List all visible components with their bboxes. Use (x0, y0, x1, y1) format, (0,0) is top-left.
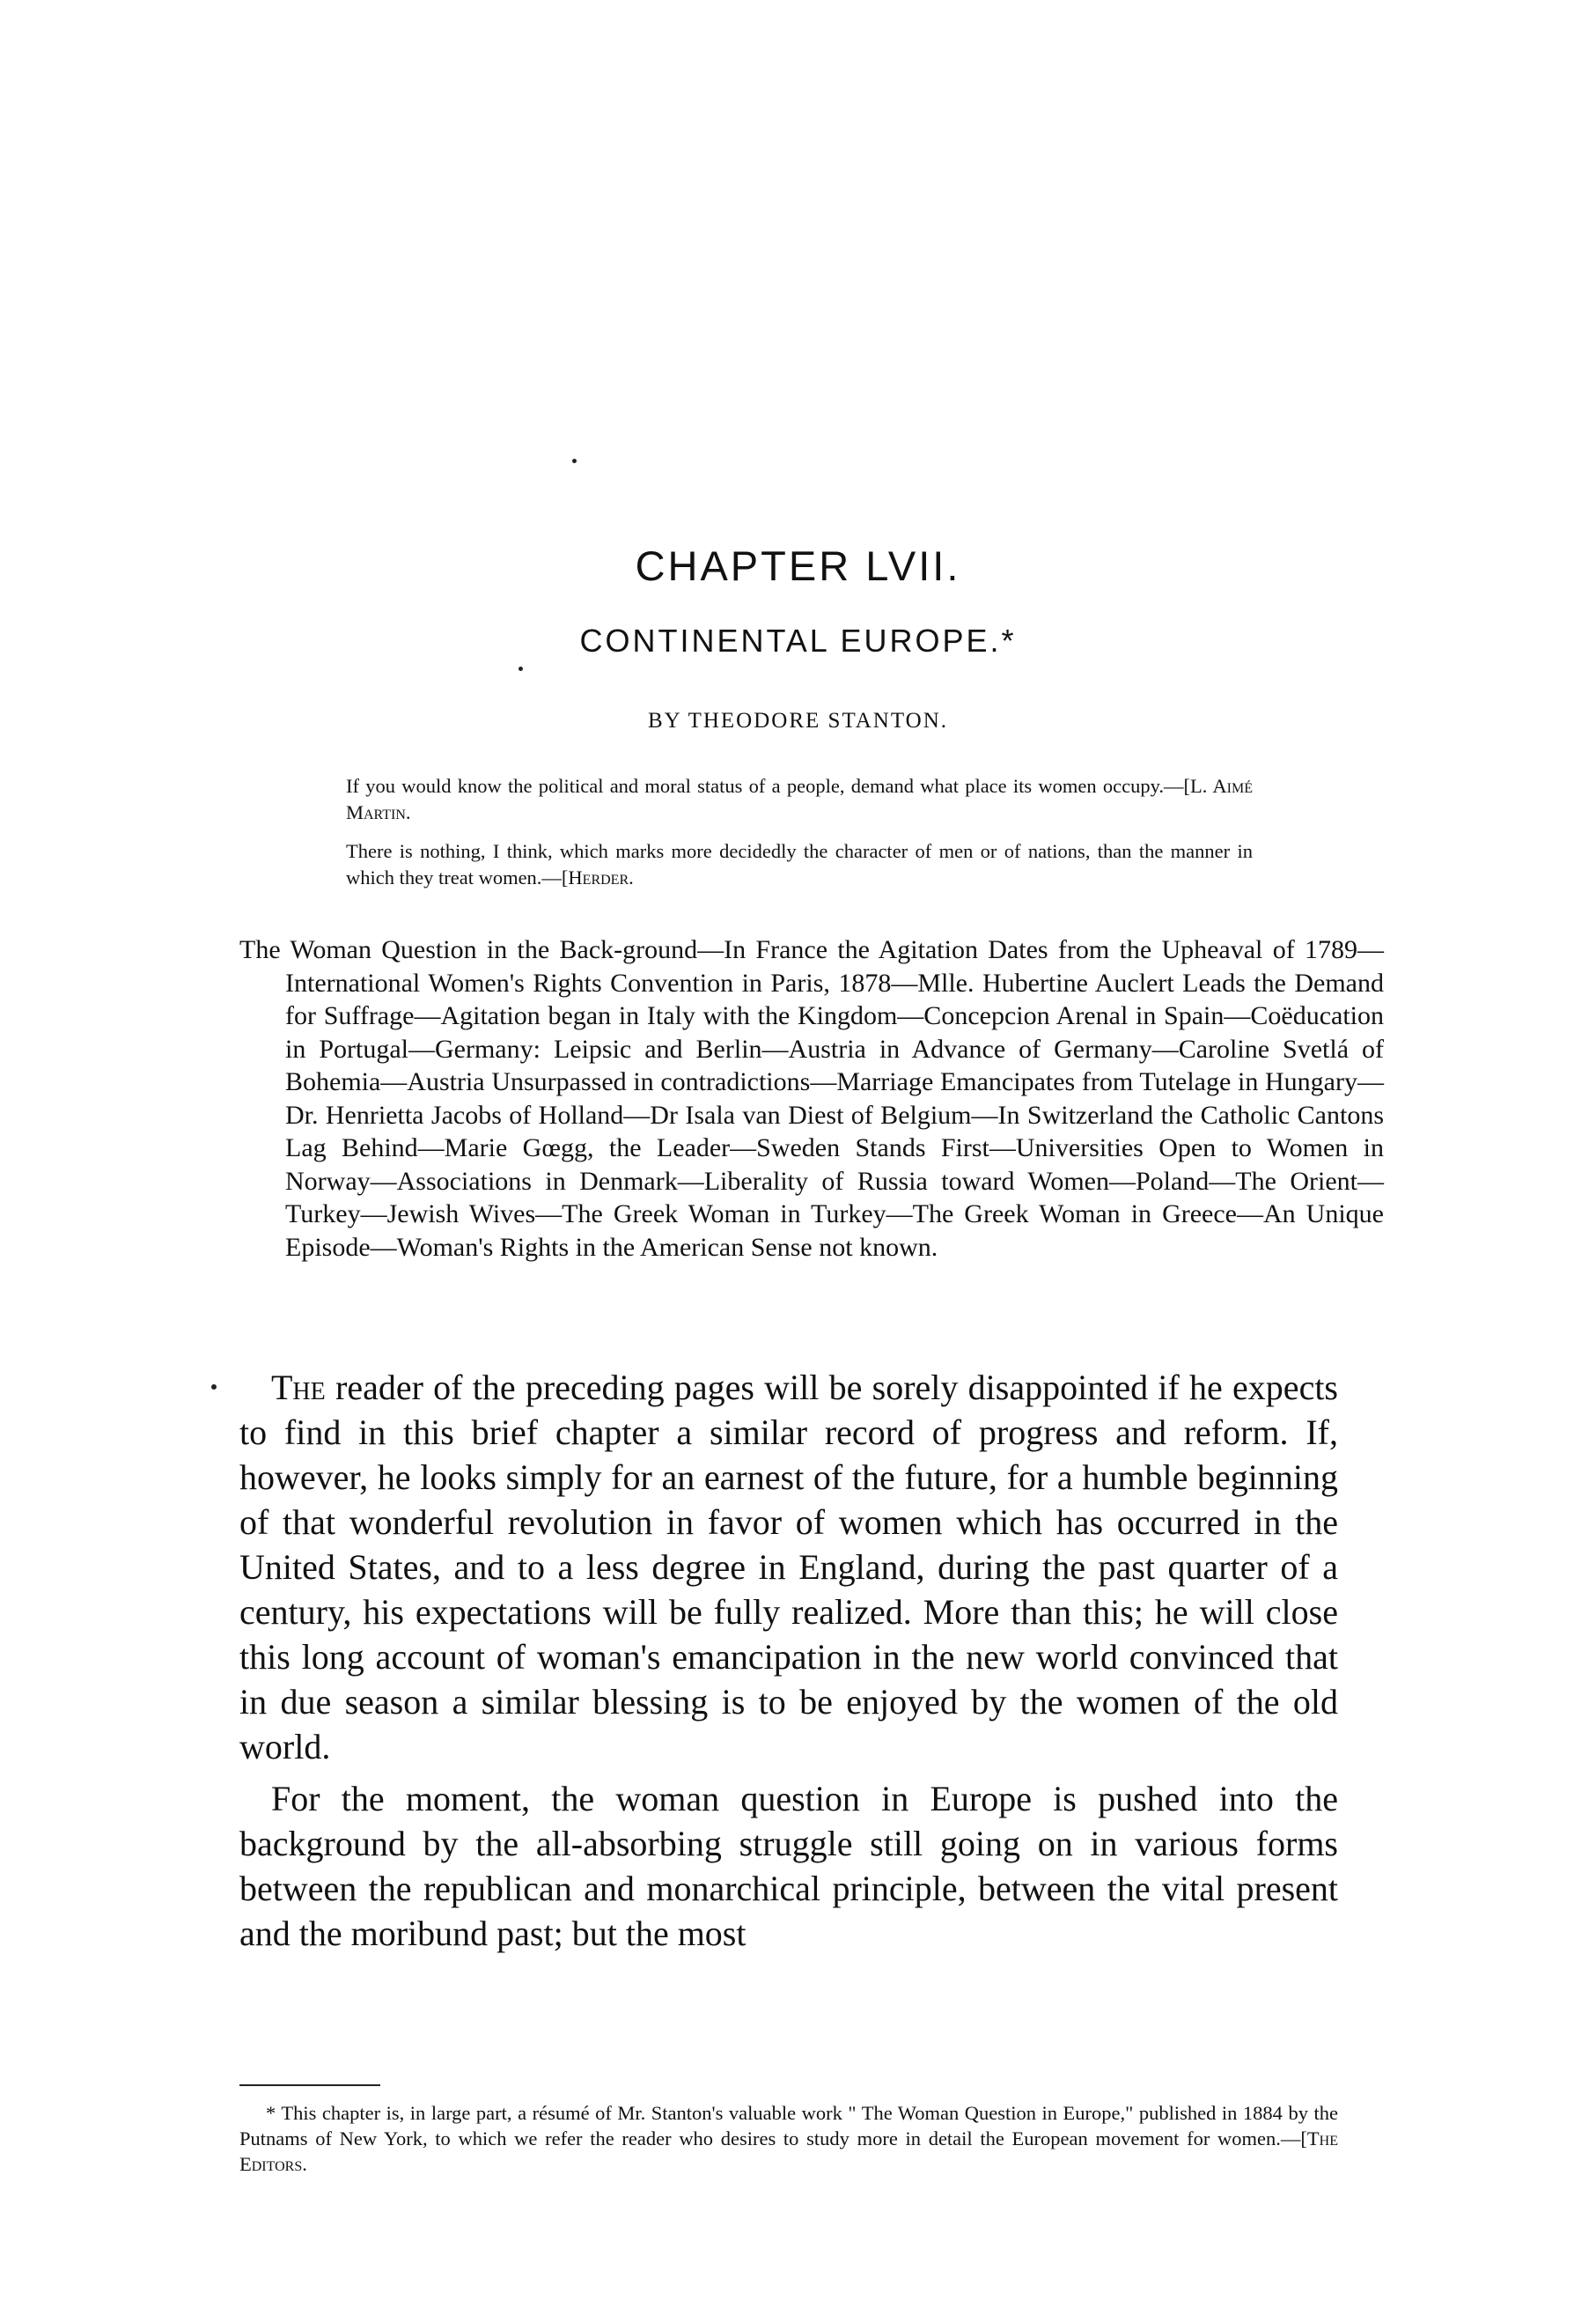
epigraph (346, 838, 1253, 891)
ink-speck (572, 459, 577, 463)
author-byline: BY THEODORE STANTON. (647, 709, 948, 733)
epigraphs (346, 773, 1253, 903)
epigraph-text: There is nothing, I think, which marks more decidedly the character of men or of nations, than the manner in which they treat women.—[ (346, 840, 1253, 889)
footnote-divider (239, 2084, 380, 2086)
paragraph-lead-word: The (271, 1368, 326, 1407)
epigraph-text: If you would know the political and moral status of a people, demand what place its women occupy.—[ (346, 775, 1191, 797)
chapter-synopsis: The Woman Question in the Back-ground—In France the Agitation Dates from the Upheaval of 1789—International Women's Rights Convention in Paris, 1878—Mlle. Hubertine Auclert Leads the Demand for Suffrage—Agitation began in Italy with the Kingdom—Concepcion Arenal in Spain—Coëducation in Portugal—Germany: Leipsic and Berlin—Austria in Advance of Germany—Caroline Svetlá of Bohemia—Austria Unsurpassed in contradictions—Marriage Emancipates from Tutelage in Hungary—Dr. Henrietta Jacobs of Holland—Dr Isala van Diest of Belgium—In Switzerland the Catholic Cantons Lag Behind—Marie Gœgg, the Leader—Sweden Stands First—Universities Open to Women in Norway—Associations in Denmark—Liberality of Russia toward Women—Poland—The Orient—Turkey—Jewish Wives—The Greek Woman in Turkey—The Greek Woman in Greece—An Unique Episode—Woman's Rights in the American Sense not known. (239, 935, 1384, 1262)
body-paragraph: For the moment, the woman question in Europe is pushed into the background by the all-absorbing struggle still going on in various forms between the republican and monarchical principle, between the vital present and the moribund past; but the most (239, 1779, 1338, 1953)
margin-mark (211, 1384, 217, 1390)
epigraph-attribution: Herder. (568, 866, 634, 889)
body-text (239, 1365, 1338, 1963)
ink-speck (519, 667, 523, 671)
epigraph (346, 773, 1253, 826)
chapter-title: CHAPTER LVII. (635, 542, 961, 589)
footnote (239, 2100, 1338, 2177)
footnote-attribution: The Editors. (239, 2127, 1338, 2175)
footnote-text: * This chapter is, in large part, a résumé of Mr. Stanton's valuable work " The Woman Question in Europe," published in 1884 by the Putnams of New York, to which we refer the reader who desires to study more in detail the European movement for women.—[ (239, 2102, 1338, 2149)
chapter-subtitle: CONTINENTAL EUROPE.* (579, 623, 1017, 659)
epigraph-attribution: L. Aimé Martin. (346, 775, 1253, 823)
body-paragraph (239, 1365, 1338, 1769)
paragraph-text: reader of the preceding pages will be sorely disappointed if he expects to find in this brief chapter a similar record of progress and reform. If, however, he looks simply for an earnest of the future, for a humble beginning of that wonderful revolution in favor of women which has occurred in the United States, and to a less degree in England, during the past quarter of a century, his expectations will be fully realized. More than this; he will close this long account of woman's emancipation in the new world convinced that in due season a similar blessing is to be enjoyed by the women of the old world. (239, 1368, 1338, 1766)
